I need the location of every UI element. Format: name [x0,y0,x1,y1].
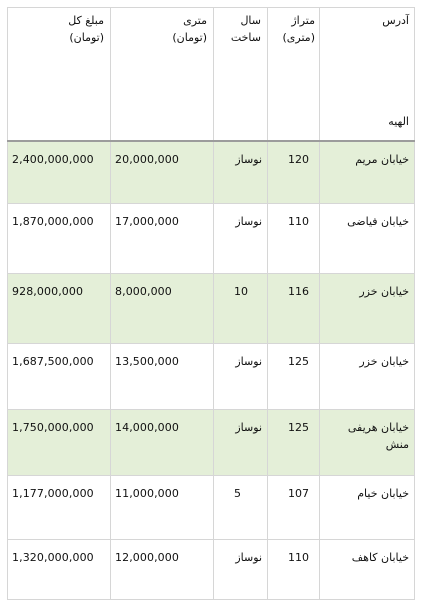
year-cell [214,475,268,539]
area-cell [268,475,320,539]
table-row [8,409,415,475]
per-meter-cell [111,475,214,539]
year-cell [214,343,268,409]
header-total-label: مبلغ کل [68,14,104,27]
cell-value: خیابان هریفی منش [347,420,409,451]
cell-value: 107 [288,486,309,500]
cell-value: 20,000,000 [115,153,179,166]
header-address-label: آدرس [382,14,409,27]
address-cell [320,409,415,475]
cell-value: 116 [288,284,309,298]
address-cell [320,539,415,599]
cell-value: 1,687,500,000 [12,354,94,368]
year-cell [214,539,268,599]
header-area-cell [268,8,320,142]
cell-value: خیابان خزر [359,284,409,298]
cell-value: 110 [288,214,309,228]
header-address-cell [320,8,415,142]
header-per-meter-cell [111,8,214,142]
address-cell [320,203,415,273]
address-cell [320,141,415,203]
total-cell [8,539,111,599]
total-cell [8,141,111,203]
real-estate-price-table [7,7,415,600]
per-meter-cell [111,409,214,475]
total-cell [8,273,111,343]
cell-value: 13,500,000 [115,354,179,368]
area-cell [268,343,320,409]
cell-value: خیابان فیاضی [347,214,409,228]
header-per-meter-unit: (تومان) [172,31,207,44]
cell-value: 1,177,000,000 [12,486,94,500]
area-cell [268,273,320,343]
header-area-label: متراژ [291,14,315,27]
cell-value: نوساز [235,354,262,368]
area-cell [268,141,320,203]
cell-value: 8,000,000 [115,284,172,298]
table-row [8,539,415,599]
cell-value: 12,000,000 [115,550,179,564]
total-cell [8,343,111,409]
cell-value: 5 [234,486,241,500]
cell-value: 120 [288,153,309,166]
header-row [8,8,415,142]
header-per-meter-label: متری [183,14,207,27]
table-row [8,475,415,539]
per-meter-cell [111,343,214,409]
cell-value: 11,000,000 [115,486,179,500]
per-meter-cell [111,273,214,343]
header-year-label-2: ساخت [230,31,261,44]
total-cell [8,409,111,475]
cell-value: نوساز [235,153,262,166]
cell-value: نوساز [235,550,262,564]
area-cell [268,409,320,475]
year-cell [214,141,268,203]
cell-value: 10 [234,284,248,298]
year-cell [214,409,268,475]
per-meter-cell [111,539,214,599]
table-row [8,273,415,343]
header-year-label: سال [240,14,261,27]
header-address-sub: الهیه [388,115,409,128]
table-row [8,203,415,273]
cell-value: 1,320,000,000 [12,550,94,564]
header-area-unit: (متری) [282,31,315,44]
address-cell [320,273,415,343]
address-cell [320,475,415,539]
cell-value: 2,400,000,000 [12,153,94,166]
header-total-cell [8,8,111,142]
total-cell [8,203,111,273]
area-cell [268,203,320,273]
cell-value: 14,000,000 [115,420,179,434]
cell-value: نوساز [235,214,262,228]
cell-value: 125 [288,354,309,368]
header-year-cell [214,8,268,142]
cell-value: 1,870,000,000 [12,214,94,228]
address-cell [320,343,415,409]
cell-value: خیابان مریم [355,153,409,166]
cell-value: 928,000,000 [12,284,84,298]
cell-value: خیابان خزر [359,354,409,368]
cell-value: 1,750,000,000 [12,420,94,434]
cell-value: نوساز [235,420,262,434]
area-cell [268,539,320,599]
table-row [8,343,415,409]
total-cell [8,475,111,539]
per-meter-cell [111,203,214,273]
table-row [8,141,415,203]
cell-value: خیابان کاهف [351,550,409,564]
cell-value: 110 [288,550,309,564]
per-meter-cell [111,141,214,203]
cell-value: 17,000,000 [115,214,179,228]
header-total-unit: (تومان) [69,31,104,44]
year-cell [214,273,268,343]
cell-value: 125 [288,420,309,434]
year-cell [214,203,268,273]
cell-value: خیابان خیام [357,486,409,500]
